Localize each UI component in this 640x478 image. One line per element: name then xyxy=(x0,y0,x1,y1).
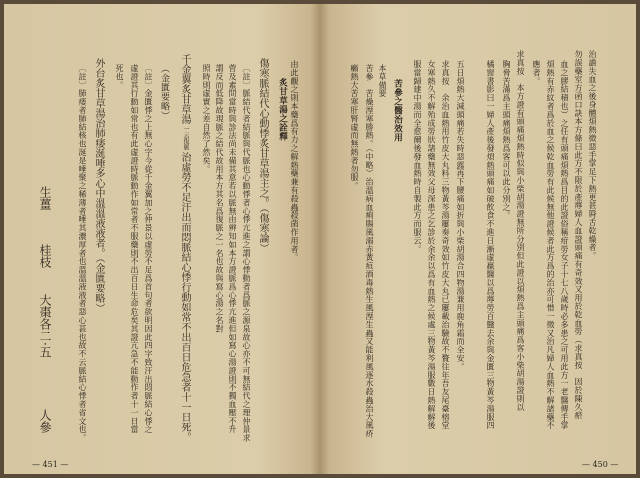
text-column: 〔註〕金匱悸之上無心字今從千金翼加之仲景以虛勞不足爲首句者欲明因此四字致汗出悶脈結心悸之 xyxy=(144,64,153,434)
text-column: 煩熱有赤紋者爲於血之候乾血勞有此候無他證候者此方爲的治亦可惜一徵又治凡婦人血熱不解諸藥不 xyxy=(546,60,555,430)
text-column: 〔註〕脈結代者結脈與代脈也心動悸者心悸亢進之謂心悸動者爲脈之源泉故心亦不可無結代之理仲景求 xyxy=(242,64,251,442)
text-column: 應者。 xyxy=(532,60,541,86)
section-heading: 苦參之醫治效用 xyxy=(392,79,403,142)
text-column-large: 傷寒脈結代心動悸炙甘草湯主之。（傷寒論） xyxy=(257,58,268,253)
left-page xyxy=(4,4,320,474)
text-column: 求真按 余治血熱用竹皮大丸料三物黃芩湯屢奏奇效如竹皮大丸已屢載治驗故不贅往年吾友尾臺榕堂 xyxy=(441,60,450,430)
text-column: 虛證其行動如常也有此虛證時脈動作如常者不服藥則不出百日生命危矣其證亢急不能動作者十一日當 xyxy=(130,64,139,434)
text-column-large: 治虛勞不足汗出而悶脈結心悸行動如常不出百日危急者十一日死。 xyxy=(179,152,190,442)
text-column: 求真按 本方證有頭痛煩熱時似與小柴胡湯證無所分別但此證以煩熱爲主頭痛爲客小柴胡湯證則以 xyxy=(516,50,525,412)
ingredient: 大棗各二·五 xyxy=(38,294,52,358)
text-column: 照時則虛實之差自然了然矣。 xyxy=(202,64,211,174)
text-column: 五日煩熱大減頭痛若失時惡露再下腰痛如折與小柴胡湯合四物湯兼用鹿角霜而全安。 xyxy=(456,60,465,371)
text-column: 血之膠結積也）之任有頭痛煩熱爲目的此證俗稱疳勞女子十七八歲時必多患之可用此方一老醫傳手掌 xyxy=(560,60,569,430)
text-column: 服當歸建中湯而全愈爾後發血熱時自製此方而服云。 xyxy=(413,60,422,254)
text-column: 勿誤藥室方函口訣本方條曰此方不限於產蓐婦人血證頭痛有奇效又用於乾血勞（求真按 因於陳久瘀 xyxy=(574,50,583,420)
text-column: 胸脅苦滿爲主頭痛煩熱爲客可以此分別之。 xyxy=(502,60,511,220)
text-column: 〔註〕肺痿者肺結核也涎是唾聚之稀薄者唾其濃厚者也溫溫液液者惡心甚也故不云脈結心悸者省文也。 xyxy=(78,64,87,442)
text-column: 橘窗書影曰一婦人產後發煩熱頭痛如破飲食不進日漸虛羸醫以爲蓐勞百醫去余與金匱三物黃芩湯服四 xyxy=(486,60,495,430)
text-column: 治譫失血之後身體煩熱微惡手掌足下熱更甚脣舌乾燥者。 xyxy=(588,50,597,260)
text-column-large: 千金翼炙甘草湯 xyxy=(179,54,190,124)
text-column: 死也。 xyxy=(115,64,124,90)
page-number: — 451 — xyxy=(32,460,69,469)
text-column: 癩熱大苦寒肝腎虛而無熱者勿服。 xyxy=(350,64,359,190)
open-book xyxy=(4,4,636,474)
text-column: 謂反而低降故現脈之結代故用本方其名爲復脈之一名也故與寫心湯之名對 xyxy=(215,64,224,333)
inline-note: 一云復脈 xyxy=(182,126,189,150)
text-column-large: 外台炙甘草湯治肺痿涎唾多心中溫溫液液者。（金匱要略） xyxy=(93,58,104,313)
text-column: 苦參 苦燥溼寒勝熱。（中略）治溫病血痢腸風溺赤黃疸酒毒熱生風溼生蟲又能利風逐水殺蟲治大風疥 xyxy=(365,64,374,438)
text-column: 女寒熱久不解殆成勞狀諸藥無效父母深患之乞診於余余以爲有血熱之候處三物黃芩湯服數日熱解解後 xyxy=(427,60,436,430)
section-heading: 炙甘草湯之詮釋 xyxy=(277,78,288,141)
source-citation: （金匱要略） xyxy=(159,64,169,121)
text-column: 菅及素問當時與診法尚未備其意若以脈無由辨知如本方證脈爲心悸亢進但如寫心湯證則不獨血壓不升 xyxy=(228,64,237,434)
ingredient: 人參 xyxy=(38,409,52,433)
right-page xyxy=(320,4,636,474)
text-column: 由此觀之則本藥爲有力之解熱藥兼有殺蟲殺菌作用者。 xyxy=(290,60,299,262)
source-title: 本草備要 xyxy=(378,64,387,98)
ingredient: 生薑 xyxy=(38,186,52,210)
ingredient: 桂枝 xyxy=(38,244,52,268)
page-number: — 450 — xyxy=(582,460,619,469)
